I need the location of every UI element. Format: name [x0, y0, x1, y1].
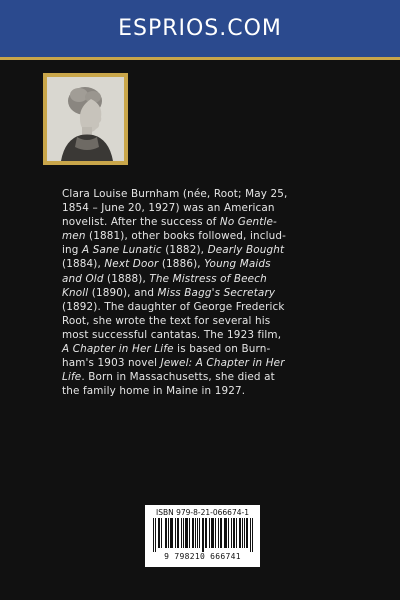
biography-text: 1854 – June 20, 1927) was an American	[62, 202, 275, 215]
biography-text: novelist. After the success of	[62, 216, 220, 229]
barcode-bar	[166, 518, 167, 548]
biography-text: (1882),	[161, 244, 208, 257]
barcode-bar	[244, 518, 245, 548]
barcode-bar	[175, 518, 176, 548]
barcode-bars	[153, 518, 253, 552]
biography-line	[62, 314, 334, 328]
barcode-bar	[153, 518, 154, 552]
barcode-digits: 9 798210 666741	[164, 552, 241, 561]
biography-line	[62, 370, 334, 384]
barcode-bar	[192, 518, 193, 548]
barcode-bar	[202, 518, 203, 552]
biography-line	[62, 272, 334, 286]
barcode-bar	[234, 518, 235, 548]
barcode-bar	[165, 518, 166, 548]
barcode-bar	[242, 518, 243, 548]
barcode-bar	[236, 518, 237, 548]
book-title: and Old	[62, 272, 104, 285]
biography-text: is based on Burn-	[173, 343, 271, 356]
biography-text: Clara Louise Burnham (née, Root; May 25,	[62, 188, 288, 200]
biography-text: . Born in Massachusetts, she died at	[81, 371, 275, 384]
barcode-bar	[203, 518, 204, 552]
barcode-bar	[220, 518, 221, 548]
biography-line	[62, 356, 334, 370]
author-biography	[62, 187, 334, 398]
barcode-bar	[177, 518, 178, 548]
biography-text: (1892). The daughter of George Frederick	[62, 300, 285, 313]
barcode-bar	[197, 518, 198, 548]
biography-line	[62, 384, 334, 398]
biography-line	[62, 257, 334, 271]
barcode-bar	[239, 518, 240, 548]
barcode-bar	[206, 518, 207, 548]
biography-text: ham's 1903 novel	[62, 357, 161, 370]
publisher-header	[0, 0, 400, 59]
barcode-bar	[209, 518, 210, 548]
book-title: Knoll	[62, 286, 89, 299]
biography-text: (1881), other books followed, includ-	[85, 230, 286, 243]
barcode-bar	[231, 518, 232, 548]
book-title: men	[62, 230, 86, 243]
barcode-bar	[193, 518, 194, 548]
biography-text: (1884),	[62, 258, 105, 271]
barcode-bar	[181, 518, 182, 548]
book-title: Miss Bagg's Secretary	[157, 286, 276, 299]
book-title: Jewel: A Chapter in Her	[160, 357, 285, 370]
book-title: A Chapter in Her Life	[62, 343, 174, 356]
biography-line	[62, 243, 334, 257]
isbn-label: ISBN 979-8-21-066674-1	[156, 508, 249, 517]
biography-line	[62, 342, 334, 356]
book-title: Next Door	[104, 258, 159, 271]
isbn-barcode	[145, 505, 260, 567]
barcode-bar	[170, 518, 171, 548]
biography-line	[62, 187, 334, 201]
author-portrait-icon	[47, 77, 124, 161]
barcode-bar	[240, 518, 241, 548]
barcode-bar	[178, 518, 179, 548]
barcode-bar	[199, 518, 200, 548]
biography-line	[62, 229, 334, 243]
biography-line	[62, 201, 334, 215]
book-title: Dearly Bought	[207, 244, 285, 257]
barcode-bar	[252, 518, 253, 552]
biography-line	[62, 300, 334, 314]
gold-divider	[0, 59, 400, 60]
barcode-bar	[226, 518, 227, 548]
barcode-bar	[158, 518, 159, 548]
barcode-bar	[250, 518, 251, 552]
biography-text: ing	[62, 244, 82, 257]
barcode-bar	[212, 518, 213, 548]
barcode-bar	[189, 518, 190, 548]
barcode-bar	[213, 518, 214, 548]
biography-text: Root, she wrote the text for several his	[62, 314, 271, 327]
book-title: Young Maids	[204, 258, 271, 271]
barcode-bar	[225, 518, 226, 548]
barcode-bar	[233, 518, 234, 548]
biography-text: the family home in Maine in 1927.	[62, 385, 246, 398]
barcode-bar	[224, 518, 225, 548]
barcode-bar	[195, 518, 196, 548]
barcode-bar	[187, 518, 188, 548]
barcode-bar	[228, 518, 229, 548]
biography-line	[62, 286, 334, 300]
barcode-bar	[161, 518, 162, 548]
barcode-bar	[205, 518, 206, 548]
barcode-bar	[186, 518, 187, 548]
barcode-bar	[221, 518, 222, 548]
barcode-bar	[211, 518, 212, 548]
barcode-bar	[159, 518, 160, 548]
barcode-bar	[246, 518, 247, 548]
barcode-bar	[218, 518, 219, 548]
barcode-bar	[185, 518, 186, 548]
barcode-bar	[155, 518, 156, 552]
barcode-bar	[183, 518, 184, 548]
barcode-bar	[171, 518, 172, 548]
barcode-bar	[215, 518, 216, 548]
book-title: No Gentle-	[219, 216, 277, 229]
book-title: Life	[62, 371, 82, 384]
book-title: A Sane Lunatic	[81, 244, 162, 257]
biography-text: (1890), and	[88, 286, 158, 299]
biography-line	[62, 328, 334, 342]
barcode-bar	[172, 518, 173, 548]
publisher-name: ESPRIOS.COM	[118, 16, 282, 41]
barcode-bar	[168, 518, 169, 548]
biography-text: (1888),	[103, 272, 150, 285]
biography-line	[62, 215, 334, 229]
biography-text: most successful cantatas. The 1923 film,	[62, 328, 282, 341]
barcode-bar	[247, 518, 248, 548]
author-portrait-frame	[43, 73, 128, 165]
book-title: The Mistress of Beech	[149, 272, 267, 285]
biography-text: (1886),	[158, 258, 205, 271]
